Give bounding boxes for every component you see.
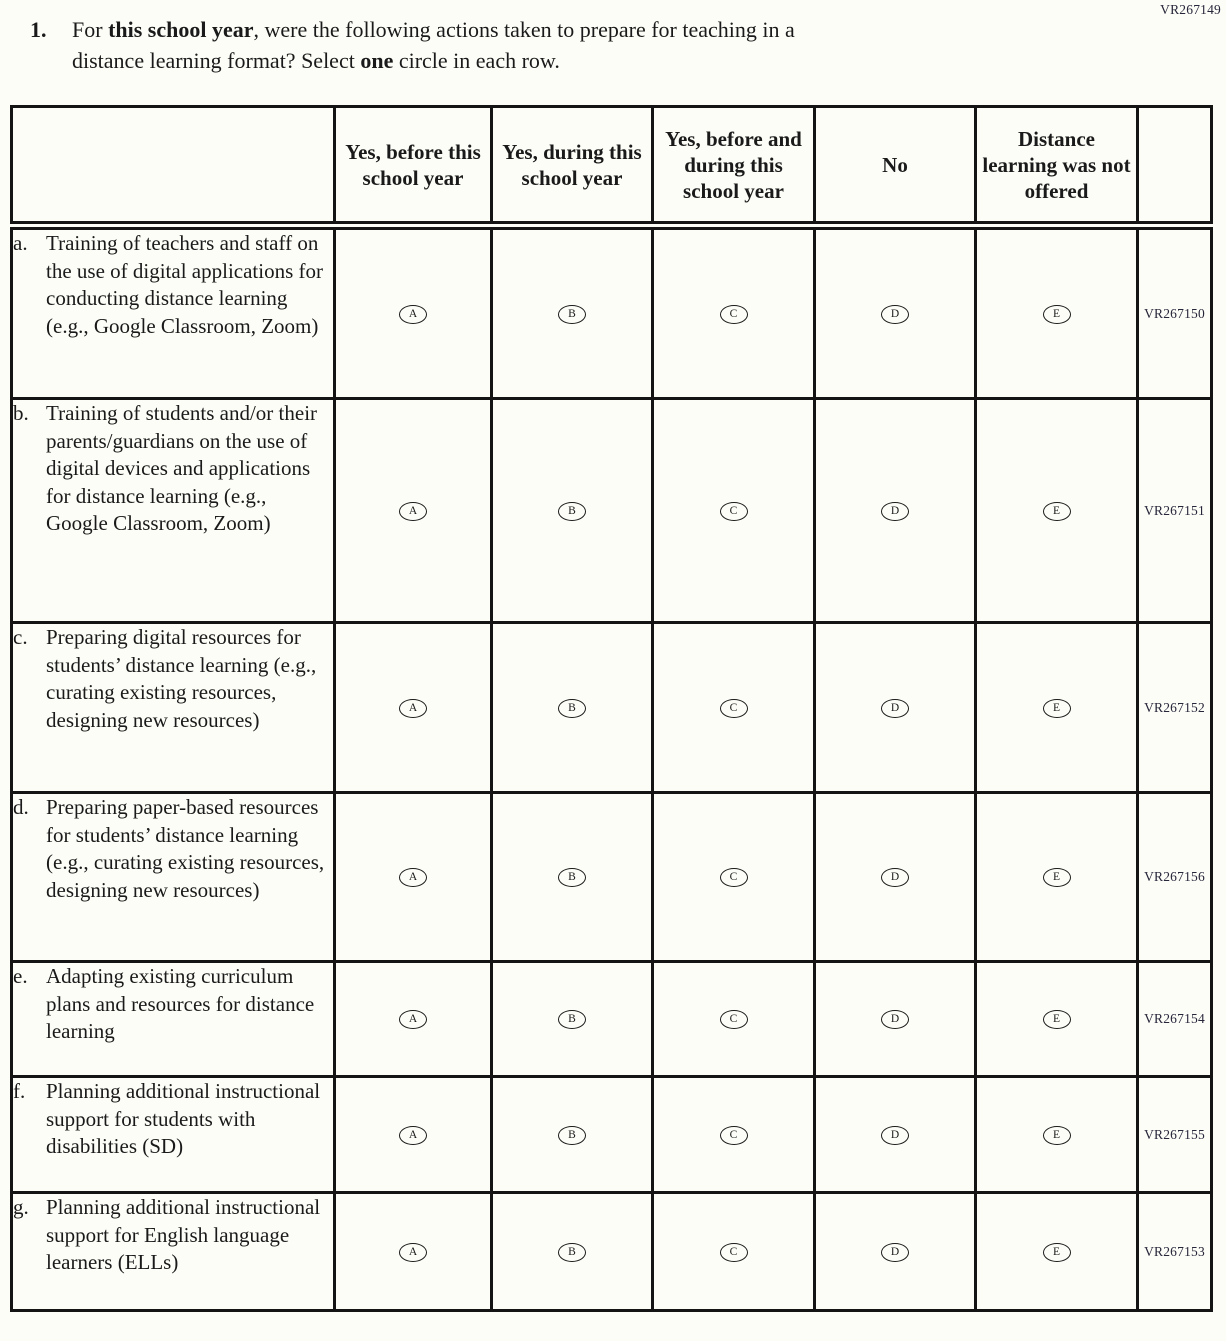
option-letter: D <box>890 504 900 517</box>
option-letter: A <box>408 1013 418 1025</box>
option-letter: E <box>1052 871 1061 883</box>
option-cell <box>335 962 492 1077</box>
option-letter: C <box>729 701 738 714</box>
row-letter: a. <box>13 231 28 255</box>
option-circle-e[interactable] <box>1043 699 1071 718</box>
row-letter: g. <box>13 1195 29 1219</box>
option-cell <box>335 399 492 623</box>
option-cell <box>653 226 815 399</box>
column-header-blank <box>12 107 335 226</box>
option-cell <box>492 226 653 399</box>
option-circle-e[interactable] <box>1043 868 1071 887</box>
option-letter: E <box>1052 307 1061 320</box>
option-letter: C <box>729 1013 738 1025</box>
row-text: Adapting existing curriculum plans and resources for distance learning <box>46 964 315 1043</box>
column-header-yes-before-and-during: Yes, before and during this school year <box>653 107 815 226</box>
row-label-f <box>12 1077 335 1193</box>
option-letter: A <box>408 504 418 517</box>
option-letter: D <box>890 871 900 883</box>
option-circle-b[interactable] <box>558 502 586 521</box>
header-row <box>12 107 1212 226</box>
column-header-no: No <box>815 107 976 226</box>
question-table <box>10 105 1213 1312</box>
column-header-not-offered: Distance learning was not offered <box>976 107 1138 226</box>
option-cell <box>976 1077 1138 1193</box>
option-cell <box>653 1193 815 1311</box>
option-circle-c[interactable] <box>720 1010 748 1029</box>
row-text: Preparing paper-based resources for students’ distance learning (e.g., curating existing resources, designing new resources) <box>46 795 325 902</box>
question-line-1 <box>72 14 795 45</box>
option-cell <box>976 1193 1138 1311</box>
row-code: VR267154 <box>1138 962 1212 1077</box>
option-circle-a[interactable] <box>399 1010 427 1029</box>
option-cell <box>815 399 976 623</box>
table-row-c <box>12 623 1212 793</box>
column-header-yes-before: Yes, before this school year <box>335 107 492 226</box>
option-cell <box>653 1077 815 1193</box>
row-letter: c. <box>13 625 28 649</box>
option-cell <box>492 1193 653 1311</box>
option-circle-a[interactable] <box>399 699 427 718</box>
option-letter: C <box>729 871 738 883</box>
option-circle-c[interactable] <box>720 1243 748 1262</box>
row-text: Training of students and/or their parents/guardians on the use of digital devices and applications for distance learning (e.g., Google Classroom, Zoom) <box>46 401 318 535</box>
option-cell <box>653 399 815 623</box>
option-letter: D <box>890 1245 900 1258</box>
option-cell <box>492 399 653 623</box>
option-letter: C <box>729 504 738 517</box>
question-line-2 <box>72 45 795 76</box>
option-cell <box>815 1193 976 1311</box>
option-letter: E <box>1052 504 1061 517</box>
option-cell <box>335 1193 492 1311</box>
option-letter: A <box>408 307 418 320</box>
question-block <box>30 14 1090 76</box>
option-letter: A <box>408 871 418 883</box>
option-cell <box>815 623 976 793</box>
column-header-yes-during: Yes, during this school year <box>492 107 653 226</box>
option-cell <box>335 793 492 962</box>
option-letter: B <box>568 1013 576 1025</box>
option-letter: B <box>568 1245 576 1258</box>
option-circle-a[interactable] <box>399 305 427 324</box>
row-label-g <box>12 1193 335 1311</box>
row-text: Planning additional instructional support for students with disabilities (SD) <box>46 1079 321 1158</box>
row-label-d <box>12 793 335 962</box>
option-letter: D <box>890 1128 900 1141</box>
table-row-e <box>12 962 1212 1077</box>
option-letter: B <box>568 701 576 714</box>
option-cell <box>815 226 976 399</box>
option-letter: B <box>568 1128 576 1141</box>
option-circle-b[interactable] <box>558 1010 586 1029</box>
table-row-f <box>12 1077 1212 1193</box>
row-label-c <box>12 623 335 793</box>
question-text-segment: circle in each row. <box>393 48 560 73</box>
option-letter: B <box>568 307 576 320</box>
row-letter: b. <box>13 401 29 425</box>
option-letter: A <box>408 1245 418 1258</box>
row-text: Planning additional instructional support for English language learners (ELLs) <box>46 1195 321 1274</box>
question-text-segment: For <box>72 17 109 42</box>
form-code: VR267149 <box>1160 2 1221 17</box>
row-label-b <box>12 399 335 623</box>
option-cell <box>976 226 1138 399</box>
option-circle-d[interactable] <box>881 868 909 887</box>
option-letter: A <box>408 1128 418 1141</box>
option-cell <box>492 623 653 793</box>
question-text <box>72 14 795 76</box>
row-letter: d. <box>13 795 29 819</box>
option-circle-b[interactable] <box>558 868 586 887</box>
option-circle-e[interactable] <box>1043 502 1071 521</box>
option-letter: E <box>1052 1245 1061 1258</box>
option-circle-a[interactable] <box>399 502 427 521</box>
question-number: 1. <box>30 17 47 42</box>
option-circle-c[interactable] <box>720 305 748 324</box>
table-row-g <box>12 1193 1212 1311</box>
row-code: VR267150 <box>1138 226 1212 399</box>
option-cell <box>335 226 492 399</box>
option-circle-b[interactable] <box>558 1126 586 1145</box>
option-cell <box>653 793 815 962</box>
option-circle-c[interactable] <box>720 699 748 718</box>
option-letter: D <box>890 701 900 714</box>
option-cell <box>492 962 653 1077</box>
option-circle-d[interactable] <box>881 1243 909 1262</box>
option-letter: D <box>890 307 900 320</box>
row-label-e <box>12 962 335 1077</box>
option-letter: C <box>729 1128 738 1141</box>
question-text-segment: distance learning format? Select <box>72 48 361 73</box>
option-letter: E <box>1052 1128 1061 1141</box>
option-circle-b[interactable] <box>558 1243 586 1262</box>
option-circle-c[interactable] <box>720 1126 748 1145</box>
option-circle-d[interactable] <box>881 305 909 324</box>
option-cell <box>815 793 976 962</box>
option-circle-c[interactable] <box>720 502 748 521</box>
row-code: VR267153 <box>1138 1193 1212 1311</box>
row-code: VR267152 <box>1138 623 1212 793</box>
column-header-code <box>1138 107 1212 226</box>
option-cell <box>653 623 815 793</box>
row-code: VR267155 <box>1138 1077 1212 1193</box>
option-letter: D <box>890 1013 900 1025</box>
option-circle-d[interactable] <box>881 699 909 718</box>
row-text: Training of teachers and staff on the use of digital applications for conducting distance learning (e.g., Google Classroom, Zoom) <box>46 231 324 338</box>
option-letter: B <box>568 504 576 517</box>
table-row-b <box>12 399 1212 623</box>
option-cell <box>492 1077 653 1193</box>
option-letter: B <box>568 871 576 883</box>
option-cell <box>335 623 492 793</box>
option-letter: C <box>729 1245 738 1258</box>
row-label-a <box>12 226 335 399</box>
option-circle-d[interactable] <box>881 502 909 521</box>
option-cell <box>976 793 1138 962</box>
option-cell <box>976 623 1138 793</box>
option-letter: A <box>408 701 418 714</box>
option-circle-c[interactable] <box>720 868 748 887</box>
option-cell <box>815 1077 976 1193</box>
option-cell <box>976 399 1138 623</box>
option-circle-e[interactable] <box>1043 305 1071 324</box>
option-circle-a[interactable] <box>399 1126 427 1145</box>
row-letter: f. <box>13 1079 26 1103</box>
question-text-bold: one <box>360 48 394 73</box>
option-cell <box>492 793 653 962</box>
option-circle-d[interactable] <box>881 1010 909 1029</box>
option-circle-b[interactable] <box>558 699 586 718</box>
table-row-a <box>12 226 1212 399</box>
option-letter: E <box>1052 1013 1061 1025</box>
table-row-d <box>12 793 1212 962</box>
option-circle-e[interactable] <box>1043 1010 1071 1029</box>
option-cell <box>976 962 1138 1077</box>
row-letter: e. <box>13 964 28 988</box>
row-code: VR267156 <box>1138 793 1212 962</box>
option-letter: C <box>729 307 738 320</box>
option-circle-e[interactable] <box>1043 1243 1071 1262</box>
option-cell <box>653 962 815 1077</box>
question-text-bold: this school year <box>108 17 254 42</box>
option-circle-a[interactable] <box>399 868 427 887</box>
question-text-segment: , were the following actions taken to prepare for teaching in a <box>253 17 795 42</box>
option-cell <box>815 962 976 1077</box>
option-circle-e[interactable] <box>1043 1126 1071 1145</box>
option-circle-b[interactable] <box>558 305 586 324</box>
option-cell <box>335 1077 492 1193</box>
option-circle-d[interactable] <box>881 1126 909 1145</box>
row-text: Preparing digital resources for students’ distance learning (e.g., curating existing resources, designing new resources) <box>46 625 317 732</box>
option-circle-a[interactable] <box>399 1243 427 1262</box>
option-letter: E <box>1052 701 1061 714</box>
row-code: VR267151 <box>1138 399 1212 623</box>
